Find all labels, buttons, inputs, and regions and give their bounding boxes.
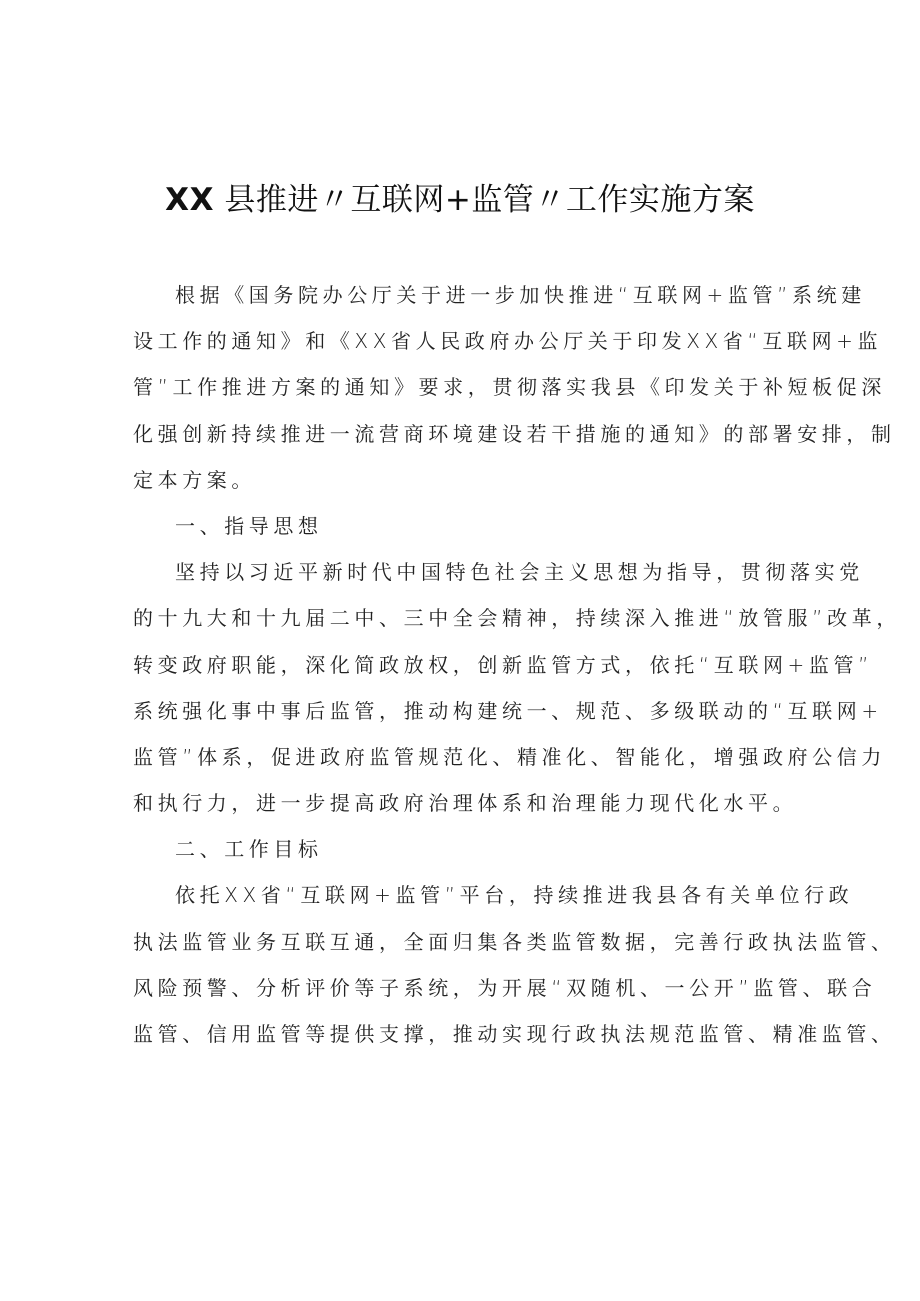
paragraph-line: 坚持以习近平新时代中国特色社会主义思想为指导，贯彻落实党 [175,560,864,585]
paragraph-line: 根据《国务院办公厅关于进一步加快推进“互联网+监管”系统建 [175,283,866,307]
paragraph-line: 管”工作推进方案的通知》要求，贯彻落实我县《印发关于补短板促深 [133,375,886,400]
document-title [0,176,920,224]
paragraph-line: 系统强化事中事后监管，推动构建统一、规范、多级联动的“互联网+ [133,698,883,723]
paragraph-line: 的十九大和十九届二中、三中全会精神，持续深入推进“放管服”改革， [133,606,901,631]
section-heading-guiding-ideology: 一、指导思想 [175,513,323,538]
document-title-text: 县推进〃互联网+监管〃工作实施方案 [224,182,755,218]
paragraph-line: 转变政府职能，深化简政放权，创新监管方式，依托“互联网+监管” [133,652,874,677]
section-heading-work-goals: 二、工作目标 [175,837,323,862]
paragraph-line: 执法监管业务互联互通，全面归集各类监管数据，完善行政执法监管、 [133,929,896,954]
paragraph-line: 监管、信用监管等提供支撑，推动实现行政执法规范监管、精准监管、 [133,1022,896,1046]
paragraph-line: 风险预警、分析评价等子系统，为开展“双随机、一公开”监管、联合 [133,975,877,1000]
paragraph-line: 依托XX省“互联网+监管”平台，持续推进我县各有关单位行政 [175,883,854,908]
paragraph-line: 和执行力，进一步提高政府治理体系和治理能力现代化水平。 [133,791,798,816]
document-body [133,272,901,1057]
paragraph-line: 化强创新持续推进一流营商环境建设若干措施的通知》的部署安排，制 [133,421,896,446]
paragraph-line: 定本方案。 [133,467,256,492]
paragraph-line: 设工作的通知》和《XX省人民政府办公厅关于印发XX省“互联网+监 [133,329,883,354]
document-title-prefix: XX [165,182,214,218]
paragraph-line: 监管”体系，促进政府监管规范化、精准化、智能化，增强政府公信力 [133,744,886,769]
